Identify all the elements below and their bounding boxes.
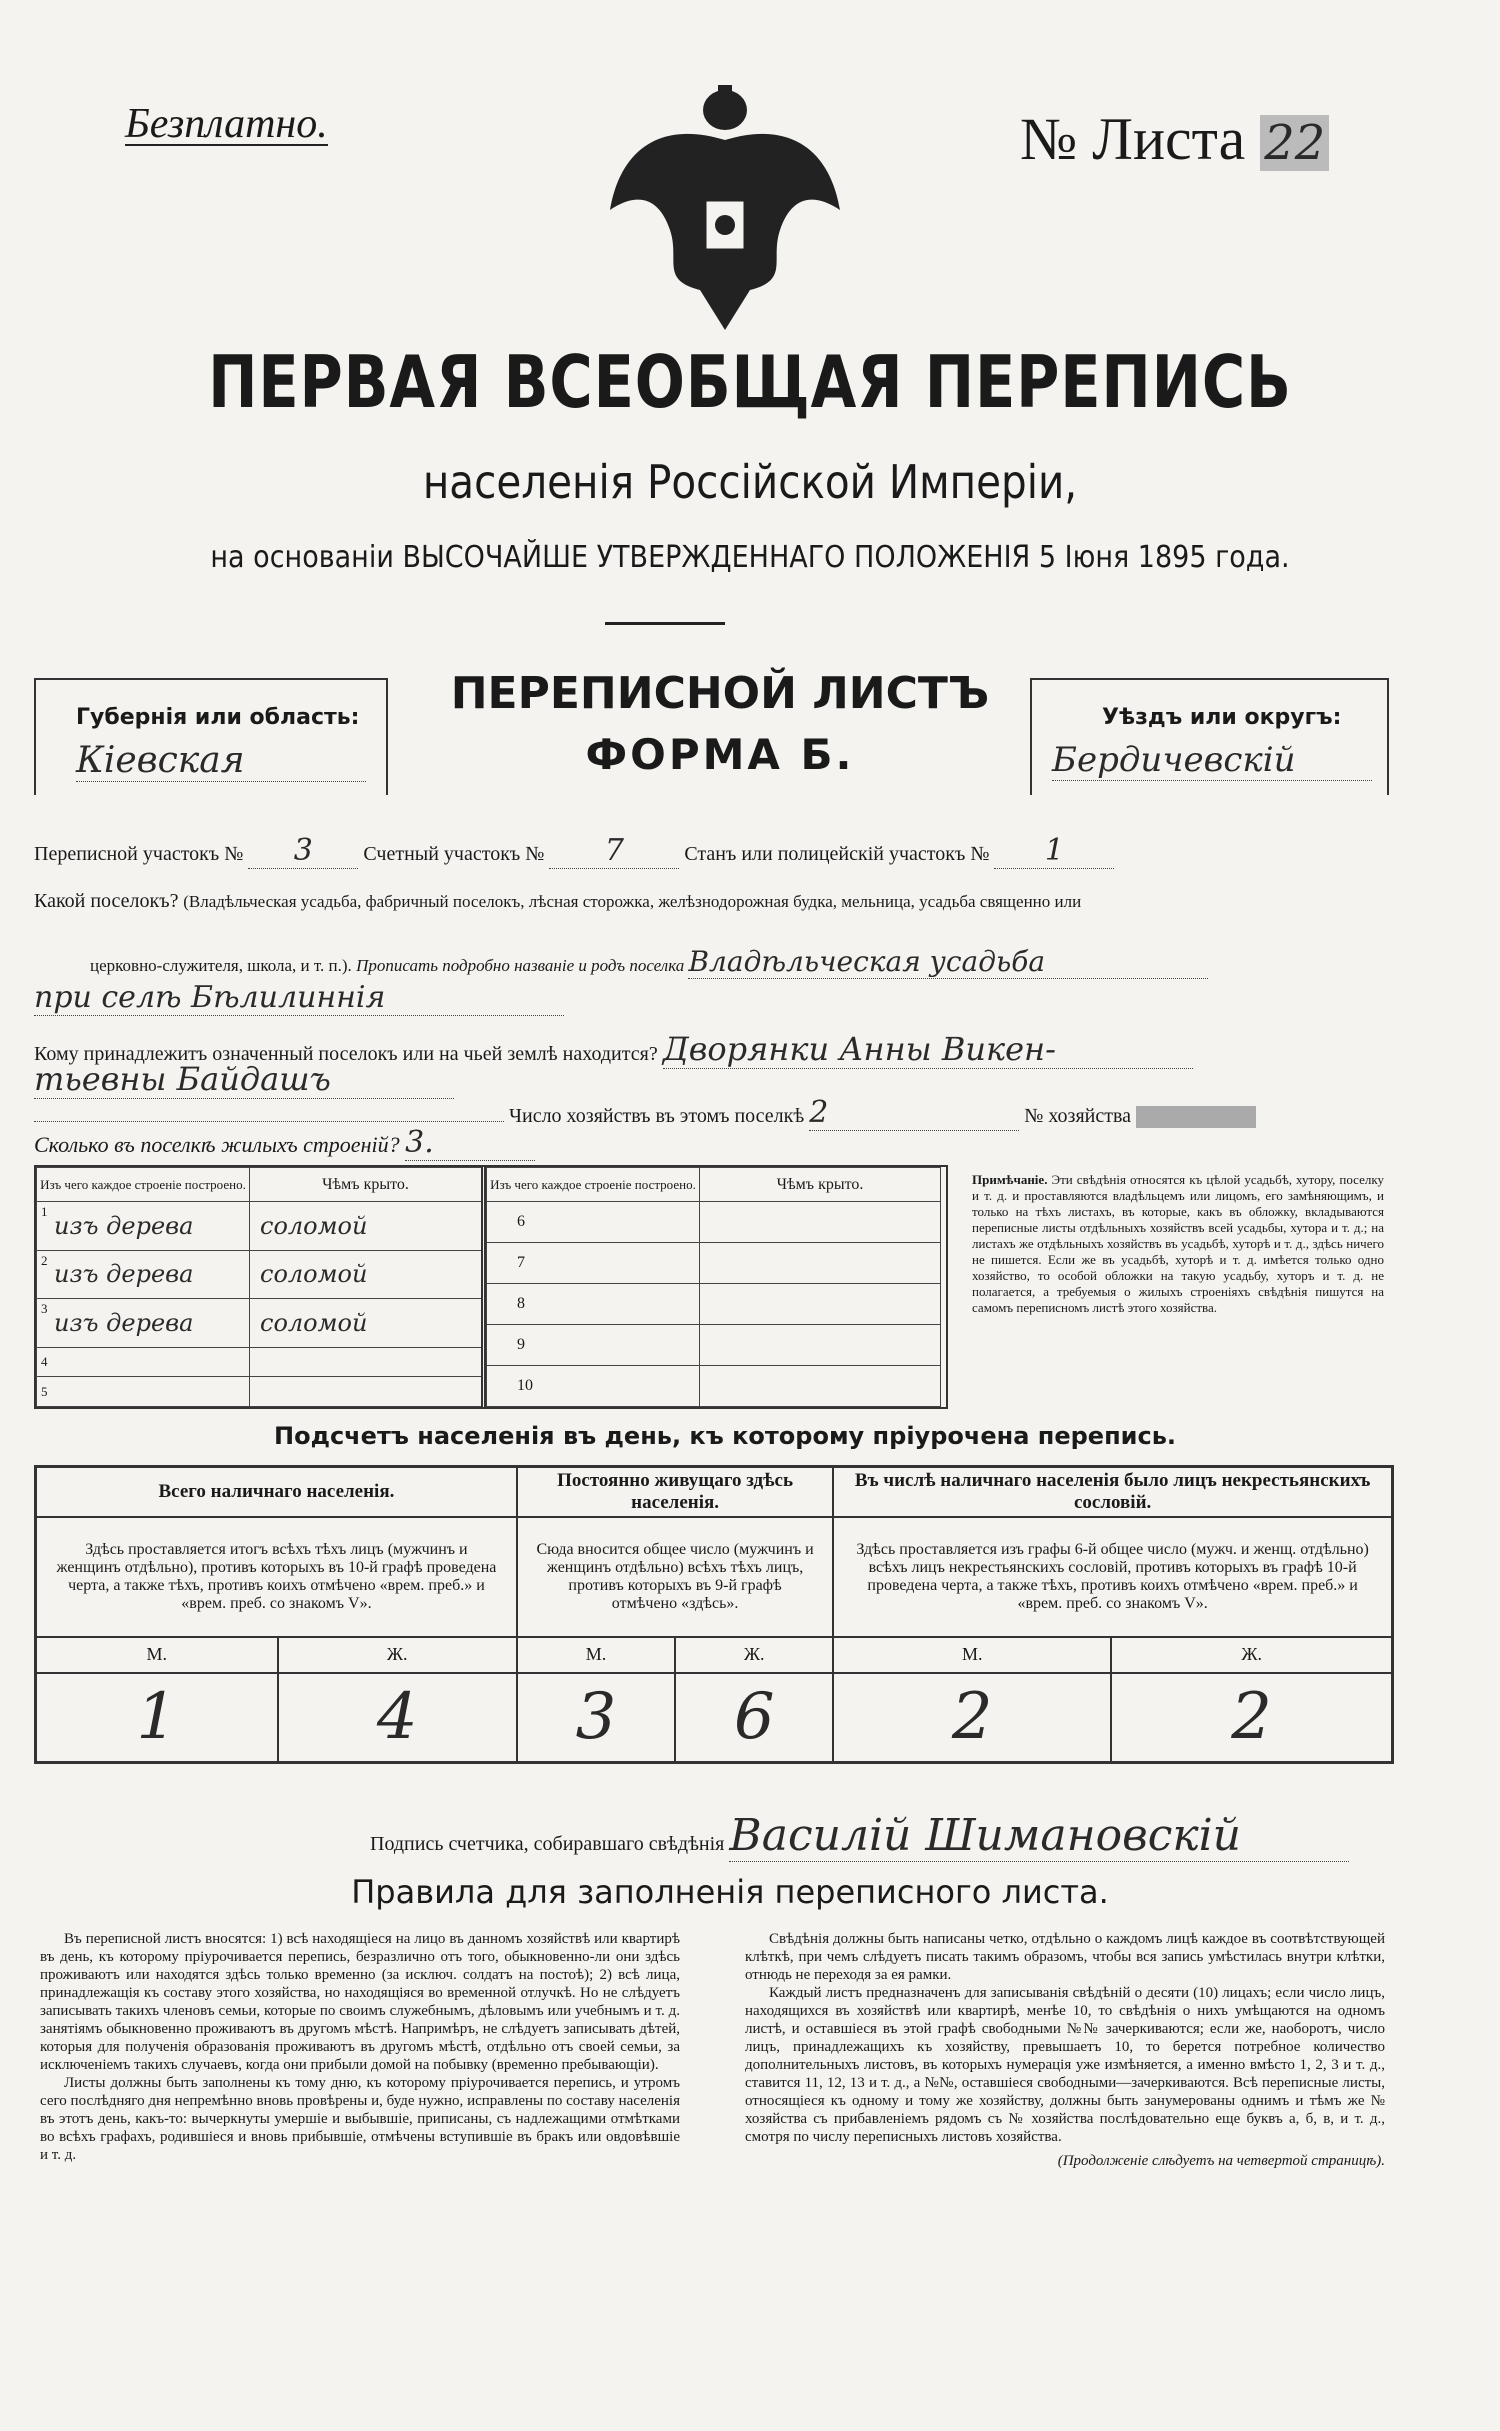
- count-district-value: 7: [549, 833, 679, 869]
- buildings-line: [34, 1125, 535, 1161]
- guberniya-box: [34, 678, 388, 795]
- female-header: Ж.: [278, 1637, 517, 1673]
- material-header: Изъ чего каждое строеніе построено.: [37, 1168, 250, 1202]
- building-row: 1 изъ дерева соломой: [37, 1202, 484, 1251]
- settlement-question: Какой поселокъ?: [34, 890, 179, 912]
- count-value: 2: [833, 1673, 1111, 1763]
- building-row: 7: [487, 1243, 941, 1284]
- total-population-header: Всего наличнаго населенія.: [36, 1467, 517, 1517]
- buildings-value: 3.: [405, 1125, 535, 1161]
- building-row: 3 изъ дерева соломой: [37, 1299, 484, 1348]
- basis-line: на основаніи ВЫСОЧАЙШЕ УТВЕРЖДЕННАГО ПОЛОЖЕНІЯ 5 Іюня 1895 года.: [210, 540, 1290, 575]
- roof-header-2: Чѣмъ крыто.: [700, 1168, 941, 1202]
- signature-line: [370, 1810, 1400, 1862]
- rules-title: Правила для заполненія переписного листа.: [351, 1873, 1109, 1911]
- female-header: Ж.: [675, 1637, 833, 1673]
- total-population-desc: Здѣсь проставляется итогъ всѣхъ тѣхъ лицъ (мужчинъ и женщинъ отдѣльно), противъ которыхъ въ 10-й графѣ проведена черта, а также тѣхъ, противъ коихъ отмѣчено «врем. преб.» и «врем. преб. со знакомъ V».: [36, 1517, 517, 1637]
- census-district-label: Переписной участокъ №: [34, 843, 244, 865]
- household-number-value: [1136, 1106, 1256, 1128]
- buildings-table: [34, 1165, 948, 1409]
- note-title: Примѣчаніе.: [972, 1172, 1048, 1187]
- rules-left-para-2: Листы должны быть заполнены къ тому дню, къ которому пріурочивается перепись, и утромъ сего послѣдняго дня непремѣнно вновь провѣрены и, буде нужно, исправлены по составу населенія въ этотъ день, какъ-то: вычеркнуты умершіе и выбывшіе, приписаны, съ надлежащими отмѣтками во всѣхъ графахъ, родившіеся и вновь прибывшіе, отмѣчены вступившіе въ бракъ или овдовѣвшіе и т. д.: [40, 2075, 680, 2163]
- count-value: 3: [517, 1673, 675, 1763]
- sheet-title: ПЕРЕПИСНОЙ ЛИСТЪ: [450, 668, 990, 719]
- count-district-label: Счетный участокъ №: [363, 843, 545, 865]
- buildings-table-right: [486, 1167, 941, 1407]
- settlement-value-2: при селѣ Бѣлилиннія: [34, 980, 564, 1016]
- free-label: Безплатно.: [125, 101, 328, 147]
- settlement-line-2: [90, 945, 1390, 979]
- census-district-value: 3: [248, 833, 358, 869]
- signature-value: Василій Шимановскій: [729, 1810, 1349, 1862]
- female-header: Ж.: [1111, 1637, 1392, 1673]
- households-label: Число хозяйствъ въ этомъ поселкѣ: [509, 1105, 805, 1127]
- uezd-label: Уѣздъ или округъ:: [1102, 705, 1342, 730]
- settlement-value: Владѣльческая усадьба: [688, 945, 1208, 979]
- note-text: Эти свѣдѣнія относятся къ цѣлой усадьбѣ, хутору, поселку и т. д. и проставляются владѣльцемъ или лицомъ, его замѣняющимъ, и только на тѣхъ листахъ, въ которые, какъ въ обложку, вкладываются переписные листы отдѣльныхъ хозяйствъ всей усадьбы, хутора и т. д.; на листахъ же отдѣльныхъ хозяйствъ въ усадьбѣ, хуторѣ и т. д., здѣсь ничего не пишется. Если же въ усадьбѣ, хуторѣ и т. д. имѣется только одно хозяйство, то особой обложки на такую усадьбу, хуторъ и т. д. не полагается, а требуемыя о жилыхъ строеніяхъ свѣдѣнія пишутся на самомъ переписномъ листѣ этого хозяйства.: [972, 1172, 1385, 1315]
- settlement-instruction: Прописать подробно названіе и родъ поселка: [356, 956, 685, 975]
- rules-right-para-2: Каждый листъ предназначенъ для записыванія свѣдѣній о десяти (10) лицахъ; если число лицъ, находящихся въ хозяйствѣ или квартирѣ, менѣе 10, то свѣдѣнія о нихъ умѣщаются на одномъ листѣ, и оставшіеся въ этой графѣ свободными №№ зачеркиваются; если же, наоборотъ, число лицъ, принадлежащихъ къ хозяйству, превышаетъ 10, то берется потребное количество дополнительныхъ листовъ, въ которыхъ нумерація уже измѣняется, а именно вмѣсто 1, 2, 3 и т. д., ставится 11, 12, 13 и т. д., а №№, оставшіеся свободными—зачеркиваются. Всѣ переписные листы, относящіеся къ одному и тому же хозяйству, должны быть занумерованы однимъ и тѣмъ же № хозяйства съ прибавленіемъ рядомъ съ № хозяйства послѣдовательно еще буквъ а, б, в, и т. д., смотря по числу переписныхъ листовъ хозяйства.: [745, 1985, 1385, 2145]
- building-row: 5: [37, 1377, 484, 1407]
- roof-header: Чѣмъ крыто.: [250, 1168, 484, 1202]
- sheet-number-label: № Листа: [1020, 106, 1246, 172]
- owner-question: Кому принадлежитъ означенный поселокъ или на чьей землѣ находится?: [34, 1043, 658, 1065]
- page-title: ПЕРВАЯ ВСЕОБЩАЯ ПЕРЕПИСЬ: [208, 340, 1292, 424]
- settlement-line: [34, 890, 1434, 913]
- rules-left-para-1: Въ переписной листъ вносятся: 1) всѣ находящіеся на лицо въ данномъ хозяйствѣ или квартирѣ въ день, къ которому пріурочивается перепись, безразлично отъ того, обыкновенно-ли они здѣсь проживаютъ или находятся здѣсь только временно (за исключ. солдатъ на постоѣ); 2) всѣ лица, принадлежащія къ составу этого хозяйства, но находящіяся во временной отлучкѣ. Но не слѣдуетъ записывать такихъ членовъ семьи, которые по своимъ служебнымъ, дѣловымъ или учебнымъ и т. д. занятіямъ обыкновенно проживаютъ въ другомъ мѣстѣ. Напримѣръ, не слѣдуетъ записывать дѣтей, которыя для полученія образованія проживаютъ въ другомъ мѣстѣ, отдѣльно отъ своей семьи, за исключеніемъ такихъ случаевъ, когда они прибыли домой на побывку (временно пребывающіи).: [40, 1931, 680, 2073]
- double-headed-eagle-emblem: [600, 80, 850, 340]
- uezd-box: [1030, 678, 1389, 795]
- count-value: 4: [278, 1673, 517, 1763]
- building-row: 9: [487, 1325, 941, 1366]
- guberniya-value: Кіевская: [76, 740, 366, 782]
- signature-label: Подпись счетчика, собиравшаго свѣдѣнія: [370, 1833, 725, 1855]
- uezd-value: Бердичевскій: [1052, 740, 1372, 781]
- households-value: 2: [809, 1095, 1019, 1131]
- buildings-table-left: [36, 1167, 486, 1407]
- household-number-label: № хозяйства: [1024, 1105, 1132, 1127]
- settlement-options-2: церковно-служителя, школа, и т. п.).: [90, 956, 352, 975]
- page-subtitle: населенія Россійской Имперіи,: [422, 455, 1078, 509]
- owner-value-2: тьевны Байдашъ: [34, 1060, 454, 1099]
- rules-right-para-1: Свѣдѣнія должны быть написаны четко, отдѣльно о каждомъ лицѣ каждое въ соотвѣтствующей клѣткѣ, при чемъ слѣдуетъ писать такимъ образомъ, чтобы вся запись умѣстилась внутри клѣтки, отнюдь не переходя за ея рамки.: [745, 1931, 1385, 1983]
- non-peasant-header: Въ числѣ наличнаго населенія было лицъ некрестьянскихъ сословій.: [833, 1467, 1392, 1517]
- owner-value: Дворянки Анны Викен-: [663, 1030, 1193, 1069]
- male-header: М.: [36, 1637, 278, 1673]
- building-row: 4: [37, 1347, 484, 1377]
- building-row: 6: [487, 1202, 941, 1243]
- non-peasant-desc: Здѣсь проставляется изъ графы 6-й общее число (мужч. и женщ. отдѣльно) всѣхъ лицъ некрестьянскихъ сословій, противъ которыхъ въ графѣ 10-й проведена черта, а также тѣхъ, противъ коихъ отмѣчено «врем. преб.» и «врем. преб. со знакомъ V».: [833, 1517, 1392, 1637]
- form-title: ФОРМА Б.: [585, 730, 855, 779]
- district-line: [34, 833, 1434, 869]
- sheet-number-value: 22: [1260, 115, 1329, 171]
- rules-continued: (Продолженіе слѣдуетъ на четвертой страницѣ).: [1057, 2153, 1385, 2169]
- count-value: 2: [1111, 1673, 1392, 1763]
- male-header: М.: [517, 1637, 675, 1673]
- building-row: 10: [487, 1366, 941, 1407]
- count-heading: Подсчетъ населенія въ день, къ которому пріурочена перепись.: [274, 1422, 1176, 1450]
- stan-label: Станъ или полицейскій участокъ №: [684, 843, 990, 865]
- note-block: [972, 1172, 1384, 1316]
- guberniya-label: Губернія или область:: [76, 705, 360, 730]
- settlement-options: (Владѣльческая усадьба, фабричный поселокъ, лѣсная сторожка, желѣзнодорожная будка, мельница, усадьба священно или: [183, 892, 1082, 911]
- count-value: 1: [36, 1673, 278, 1763]
- material-header-2: Изъ чего каждое строеніе построено.: [487, 1168, 700, 1202]
- building-row: 8: [487, 1284, 941, 1325]
- divider: [605, 622, 725, 625]
- count-value: 6: [675, 1673, 833, 1763]
- male-header: М.: [833, 1637, 1111, 1673]
- rules-left: [40, 1930, 680, 2164]
- population-count-table: [34, 1465, 1394, 1764]
- permanent-population-desc: Сюда вносится общее число (мужчинъ и женщинъ отдѣльно) всѣхъ тѣхъ лицъ, противъ которыхъ въ 9-й графѣ отмѣчено «здѣсь».: [517, 1517, 833, 1637]
- buildings-label: Сколько въ поселкѣ жилыхъ строеній?: [34, 1132, 400, 1157]
- permanent-population-header: Постоянно живущаго здѣсь населенія.: [517, 1467, 833, 1517]
- stan-value: 1: [994, 833, 1114, 869]
- rules-right: [745, 1930, 1385, 2170]
- sheet-number: [1020, 105, 1329, 174]
- building-row: 2 изъ дерева соломой: [37, 1250, 484, 1299]
